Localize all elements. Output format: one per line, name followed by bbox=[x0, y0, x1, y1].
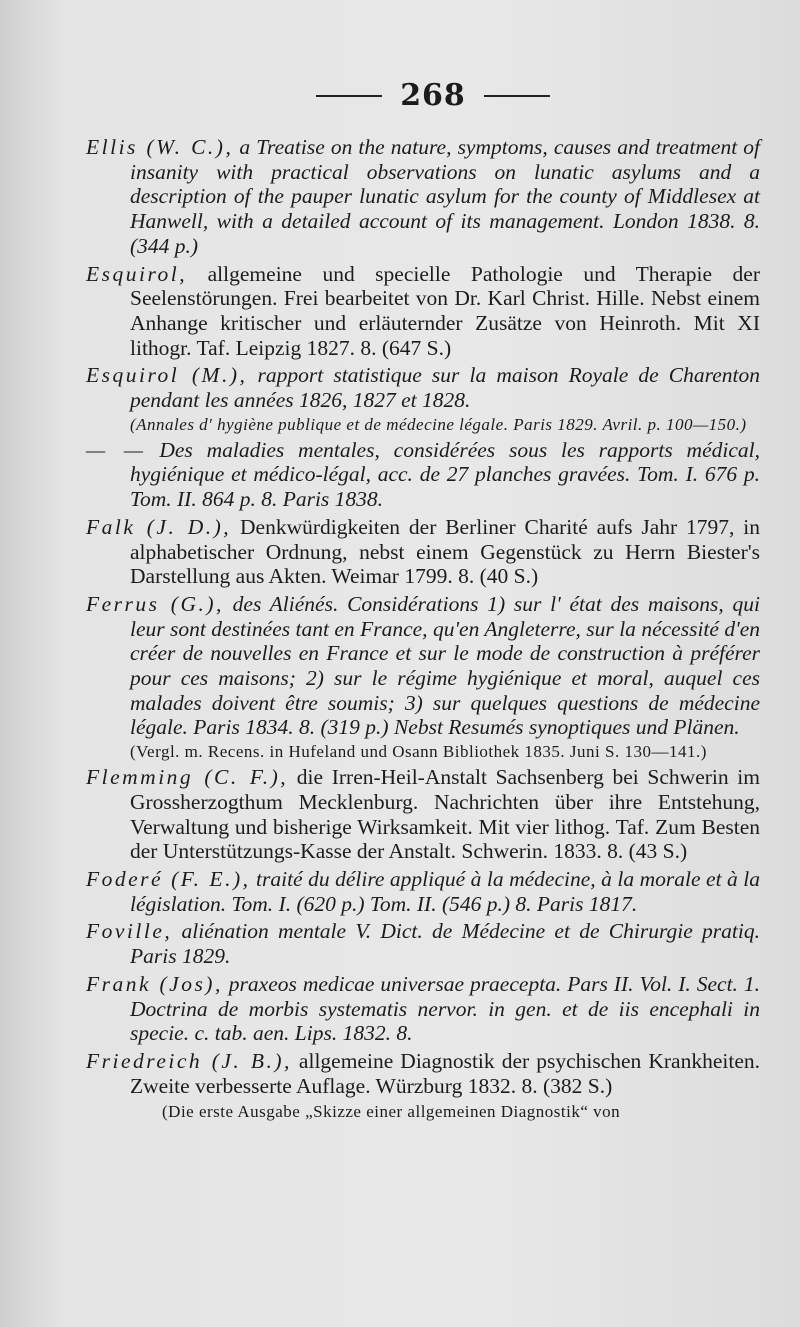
entry-author: Foderé (F. E.), bbox=[86, 866, 251, 891]
entry-text: praxeos medicae universae praecepta. Pars II. Vol. I. Sect. 1. Doctrina de morbis systematis nervor. in gen. et de iis encephali in specie. c. tab. aen. Lips. 1832. 8. bbox=[130, 971, 760, 1046]
entry-author: Falk (J. D.), bbox=[86, 514, 232, 539]
bibliography-entry bbox=[86, 972, 760, 1046]
header-rule-right bbox=[484, 95, 550, 97]
entry-text: die Irren-Heil-Anstalt Sachsenberg bei Schwerin im Grossherzogthum Mecklenburg. Nachrichten über ihre Entstehung, Verwaltung und bisherige Wirksamkeit. Mit vier lithog. Taf. Zum Besten der Unterstützungs-Kasse der Anstalt. Schwerin. 1833. 8. (43 S.) bbox=[130, 765, 760, 864]
entry-author: Esquirol, bbox=[86, 261, 188, 286]
entry-author: Ellis (W. C.), bbox=[86, 135, 234, 159]
entry-author: Frank (Jos), bbox=[86, 971, 223, 996]
bibliography-entry bbox=[86, 438, 760, 512]
entry-author: — — bbox=[86, 437, 146, 462]
entry-text: aliénation mentale V. Dict. de Médecine et de Chirurgie pratiq. Paris 1829. bbox=[130, 919, 760, 969]
entry-author: Friedreich (J. B.), bbox=[86, 1048, 292, 1073]
bibliography-entry bbox=[86, 765, 760, 864]
entry-text: rapport statistique sur la maison Royale de Charenton pendant les années 1826, 1827 et 1828. bbox=[130, 363, 760, 413]
entry-text: traité du délire appliqué à la médecine, à la morale et à la législation. Tom. I. (620 p.) Tom. II. (546 p.) 8. Paris 1817. bbox=[130, 866, 760, 916]
bibliography-entry bbox=[86, 592, 760, 740]
bottom-note: (Die erste Ausgabe „Skizze einer allgemeinen Diagnostik“ von bbox=[162, 1102, 621, 1122]
entry-author: Esquirol (M.), bbox=[86, 363, 248, 388]
page-header bbox=[106, 78, 760, 113]
bibliography-entry bbox=[86, 135, 760, 259]
entry-author: Foville, bbox=[86, 919, 173, 944]
entry-text: allgemeine und specielle Pathologie und Therapie der Seelenstörungen. Frei bearbeitet von Dr. Karl Christ. Hille. Nebst einem Anhange kritischer und erläuternder Zusätze von Heinroth. Mit XI lithogr. Taf. Leipzig 1827. 8. (647 S.) bbox=[130, 261, 760, 360]
bibliography-entry bbox=[86, 919, 760, 968]
entry-text: allgemeine Diagnostik der psychischen Krankheiten. Zweite verbesserte Auflage. Würzburg 1832. 8. (382 S.) bbox=[130, 1048, 760, 1098]
entry-note: (Vergl. m. Recens. in Hufeland und Osann Bibliothek 1835. Juni S. 130—141.) bbox=[130, 742, 707, 762]
bibliography-entry bbox=[86, 515, 760, 589]
bibliography-entry bbox=[86, 363, 760, 412]
bibliography-entry bbox=[86, 262, 760, 361]
entry-text: des Aliénés. Considérations 1) sur l' état des maisons, qui leur sont destinées tant en France, qu'en Angleterre, sur la nécessité d'en créer de nouvelles en France et sur le mode de construction à préférer pour ces maisons; 2) sur le régime hygiénique et moral, auquel ces malades doivent être soumis; 3) sur quelques questions de médecine légale. Paris 1834. 8. (319 p.) Nebst Resumés synoptiques und Plänen. bbox=[130, 591, 761, 740]
header-rule-left bbox=[316, 95, 382, 97]
entry-author: Flemming (C. F.), bbox=[86, 765, 289, 790]
page-number: 268 bbox=[400, 78, 466, 113]
bibliography-entry bbox=[86, 867, 760, 916]
entry-text: a Treatise on the nature, symptoms, causes and treatment of insanity with practical observations on lunatic asylums and a description of the pauper lunatic asylum for the county of Middlesex at Hanwell, with a detailed account of its management. London 1838. 8. (344 p.) bbox=[130, 135, 760, 258]
bibliography-list bbox=[86, 135, 760, 1123]
entry-note: (Annales d' hygiène publique et de médecine légale. Paris 1829. Avril. p. 100—150.) bbox=[130, 414, 747, 434]
entry-text: Des maladies mentales, considérées sous les rapports médical, hygiénique et médico-légal, acc. de 27 planches gravées. Tom. I. 676 p. Tom. II. 864 p. 8. Paris 1838. bbox=[130, 437, 760, 512]
entry-text: Denkwürdigkeiten der Berliner Charité aufs Jahr 1797, in alphabetischer Ordnung, nebst einem Gegenstück zu Herrn Biester's Darstellung aus Akten. Weimar 1799. 8. (40 S.) bbox=[130, 514, 760, 589]
entry-author: Ferrus (G.), bbox=[86, 591, 224, 616]
bibliography-entry bbox=[86, 1049, 760, 1098]
